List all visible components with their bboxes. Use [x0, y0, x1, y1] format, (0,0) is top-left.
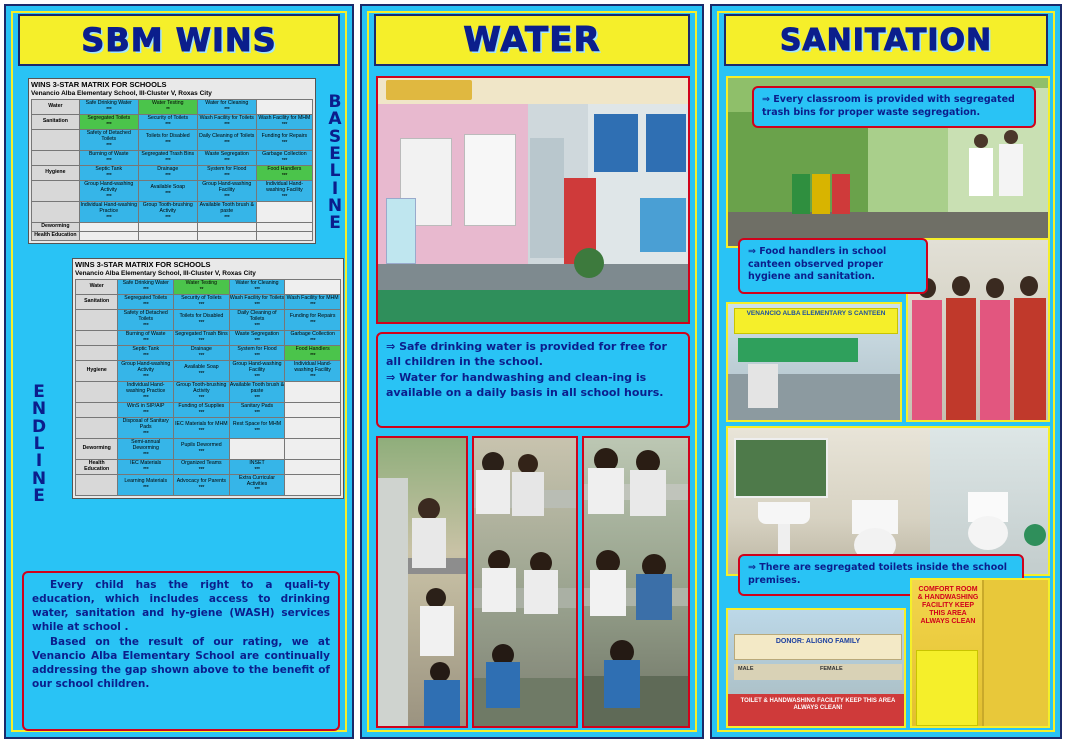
statement-line-1: Every child has the right to a quali-ty education, which includes access to drinking water, sanitation and hy-giene (WASH) services while at school .: [32, 579, 330, 633]
matrix-cell: Learning Materials ***: [118, 474, 174, 495]
matrix-cell: Safety of Detached Toilets ***: [118, 310, 174, 331]
matrix-cell: [285, 382, 341, 403]
matrix-cell: Drainage ***: [138, 166, 197, 181]
matrix-cell: [256, 100, 312, 115]
matrix-cell-stars: ***: [143, 466, 149, 473]
matrix-row: [76, 331, 341, 346]
matrix-cell-stars: ***: [224, 214, 230, 221]
matrix-cell: Garbage Collection ***: [256, 151, 312, 166]
matrix-cell: Food Handlers ***: [285, 346, 341, 361]
matrix-cell-stars: ***: [106, 193, 112, 200]
matrix-cell: Safety of Detached Toilets ***: [79, 130, 138, 151]
matrix-cell-stars: ***: [254, 466, 260, 473]
matrix-cell-stars: ***: [281, 157, 288, 164]
matrix-cell: Available Tooth brush & paste ***: [229, 382, 285, 401]
matrix-cell: [138, 231, 197, 240]
matrix-cell: Burning of Waste ***: [79, 151, 138, 166]
matrix-cell-stars: ***: [165, 157, 171, 164]
matrix-cell: Group Hand-washing Facility ***: [229, 361, 285, 382]
baseline-matrix-table: [31, 99, 313, 241]
matrix-cell: [138, 222, 197, 231]
matrix-cell-stars: ***: [224, 157, 230, 164]
matrix-row: [32, 130, 313, 151]
label-endline: E N D L I N E: [31, 382, 47, 506]
sanitation-callout-3-text: ⇒ There are segregated toilets inside the school premises.: [748, 562, 1008, 586]
matrix-cell-stars: ***: [165, 139, 171, 146]
matrix-cell: Security of Toilets ***: [174, 295, 230, 310]
matrix-cell-stars: ***: [309, 319, 316, 326]
toilet-handwashing-caption: TOILET & HANDWASHING FACILITY KEEP THIS AREA ALWAYS CLEAN!: [740, 698, 896, 711]
matrix-row-label: [32, 181, 80, 202]
matrix-cell: Safe Drinking Water ***: [79, 100, 138, 115]
label-baseline: B A S E L I N E: [327, 92, 343, 234]
matrix-row-label: Sanitation: [32, 115, 80, 130]
matrix-row-label: [76, 346, 118, 361]
matrix-cell: INSET ***: [229, 459, 285, 474]
matrix-cell: Safe Drinking Water ***: [118, 280, 174, 295]
matrix-row: [32, 151, 313, 166]
matrix-cell: Group Tooth-brushing Activity ***: [174, 382, 230, 403]
matrix-cell: Food Handlers ***: [256, 166, 312, 181]
matrix-row: [32, 100, 313, 115]
matrix-cell: Funding for Repairs ***: [285, 310, 341, 331]
matrix-cell-stars: ***: [106, 121, 112, 128]
matrix-cell-stars: ***: [143, 409, 149, 416]
matrix-cell: Group Tooth-brushing Activity ***: [138, 202, 197, 223]
matrix-cell-stars: ***: [198, 370, 205, 377]
matrix-cell: Segregated Toilets ***: [79, 115, 138, 130]
matrix-row-label: Water: [76, 280, 118, 295]
matrix-cell-stars: ***: [254, 286, 260, 293]
matrix-cell-stars: ***: [254, 352, 260, 359]
matrix-cell: Segregated Trash Bins ***: [174, 331, 228, 344]
matrix-cell-stars: ***: [309, 373, 316, 380]
canteen-signboard-caption: VENANCIO ALBA ELEMENTARY S CANTEEN: [746, 310, 886, 317]
baseline-matrix-subtitle: Venancio Alba Elementary School, III-Cluster V, Roxas City: [31, 89, 212, 97]
matrix-cell: Septic Tank ***: [79, 166, 138, 181]
matrix-row-label: Hygiene: [32, 166, 80, 181]
matrix-cell-stars: ***: [198, 319, 205, 326]
water-callout-line-1: ⇒ Safe drinking water is provided for free for all children in the school.: [386, 340, 667, 368]
matrix-cell: Individual Hand-washing Practice ***: [80, 202, 138, 221]
banner-water: [374, 14, 690, 66]
endline-matrix-table: [75, 279, 341, 496]
matrix-row: [76, 295, 341, 310]
matrix-cell: Available Soap ***: [174, 361, 230, 382]
matrix-row-label: Water: [32, 100, 80, 115]
matrix-cell: Group Hand-washing Activity ***: [79, 181, 138, 202]
matrix-cell: Security of Toilets ***: [138, 115, 197, 130]
matrix-cell-stars: ***: [198, 448, 205, 455]
matrix-cell-stars: ***: [198, 409, 205, 416]
matrix-row-label: Sanitation: [76, 295, 118, 310]
matrix-cell-stars: ***: [198, 394, 205, 401]
matrix-cell: [79, 231, 138, 240]
matrix-cell-stars: ***: [309, 352, 316, 359]
pupils-handwashing-trough-photo: [472, 436, 578, 728]
matrix-cell: Wash Facility for Toilets ***: [229, 295, 285, 308]
matrix-cell: Toilets for Disabled ***: [138, 130, 197, 151]
matrix-cell: Available Soap ***: [138, 181, 197, 202]
matrix-row-label: [76, 331, 118, 346]
matrix-cell: [256, 222, 312, 231]
matrix-cell-stars: ***: [106, 142, 112, 149]
matrix-cell-stars: ***: [254, 337, 260, 344]
matrix-cell-stars: ***: [165, 214, 171, 221]
banner-sanitation-text: SANITATION: [779, 22, 993, 58]
matrix-cell: [79, 222, 138, 231]
matrix-cell-stars: ***: [143, 322, 149, 329]
matrix-cell-stars: ***: [198, 466, 205, 473]
matrix-cell: [285, 280, 341, 295]
matrix-row: [76, 459, 341, 474]
matrix-cell: System for Flood ***: [229, 346, 285, 361]
matrix-row-label: Deworming: [32, 222, 80, 231]
matrix-row-label: [32, 151, 80, 166]
matrix-cell: Segregated Toilets ***: [118, 295, 174, 310]
matrix-cell-stars: ***: [198, 352, 205, 359]
matrix-cell: Advocacy for Parents ***: [174, 474, 230, 495]
matrix-cell: Individual Hand-washing Practice ***: [118, 382, 174, 403]
matrix-cell-stars: ***: [143, 430, 149, 437]
matrix-cell: Wash Facility for Toilets ***: [197, 115, 256, 130]
matrix-cell: [285, 474, 341, 495]
matrix-cell-stars: ***: [143, 451, 149, 458]
matrix-row-label: [32, 130, 80, 151]
matrix-cell-stars: ***: [224, 193, 230, 200]
matrix-cell: Individual Hand-washing Facility ***: [256, 181, 312, 202]
matrix-row: [32, 202, 313, 223]
water-callout: [376, 332, 690, 428]
matrix-cell: Semi-annual Deworming ***: [118, 438, 174, 459]
matrix-cell: Group Hand-washing Activity ***: [118, 361, 174, 382]
matrix-cell-stars: ***: [309, 337, 316, 344]
water-station-photo: [376, 76, 690, 324]
matrix-cell-stars: ***: [254, 409, 260, 416]
sanitation-callout-2: [738, 238, 928, 294]
matrix-cell: [285, 418, 341, 439]
matrix-cell: Wash Facility for MHM ***: [286, 295, 339, 308]
matrix-cell: [285, 459, 341, 474]
matrix-cell-stars: ***: [165, 190, 171, 197]
matrix-cell-stars: ***: [106, 172, 112, 179]
statement-line-2: Based on the result of our rating, we at Venancio Alba Elementary School are continually addressing the gap shown above to the benefit of our school children.: [32, 636, 330, 691]
matrix-cell-stars: ***: [224, 106, 230, 113]
matrix-cell: Daily Cleaning of Toilets ***: [197, 130, 256, 151]
donor-signboard-photo: [726, 608, 906, 728]
matrix-cell-stars: ***: [281, 172, 288, 179]
matrix-row-label: [76, 310, 118, 331]
matrix-row-label: Hygiene: [76, 361, 118, 382]
matrix-cell: [197, 231, 256, 240]
matrix-cell-stars: ***: [281, 121, 288, 128]
matrix-cell-stars: ***: [106, 157, 112, 164]
matrix-cell-stars: ***: [224, 139, 230, 146]
matrix-cell-stars: ***: [106, 106, 112, 113]
matrix-row: [76, 438, 341, 459]
matrix-cell: Funding of Supplies ***: [174, 402, 230, 417]
matrix-row: [76, 361, 341, 382]
banner-sbm-wins: [18, 14, 340, 66]
matrix-cell: [256, 202, 312, 223]
statement-callout: [22, 571, 340, 731]
matrix-cell-stars: ***: [254, 322, 260, 329]
matrix-row-label: Health Education: [76, 459, 118, 474]
matrix-cell: WinS in SIP/AIP ***: [118, 402, 174, 417]
matrix-cell: Pupils Dewormed ***: [174, 438, 230, 459]
matrix-cell: Drainage ***: [174, 346, 230, 361]
matrix-cell-stars: ***: [254, 301, 260, 308]
matrix-cell-stars: ***: [224, 121, 230, 128]
matrix-cell-stars: ***: [106, 214, 112, 221]
sign-label-female: FEMALE: [820, 666, 843, 672]
matrix-cell: Waste Segregation ***: [229, 331, 285, 346]
matrix-cell: Sanitary Pads ***: [229, 402, 285, 417]
pupils-handwashing-line-photo: [376, 436, 468, 728]
baseline-matrix: [28, 78, 316, 244]
matrix-cell: [197, 222, 256, 231]
matrix-cell-stars: ***: [224, 172, 230, 179]
matrix-cell: Disposal of Sanitary Pads ***: [118, 418, 174, 439]
baseline-matrix-title: WINS 3-STAR MATRIX FOR SCHOOLS: [31, 80, 167, 89]
banner-water-text: WATER: [463, 20, 601, 60]
matrix-row: [32, 181, 313, 202]
endline-matrix: [72, 258, 344, 499]
matrix-cell-stars: ***: [198, 484, 205, 491]
banner-sbm-wins-text: SBM WINS: [81, 21, 277, 59]
matrix-cell: Individual Hand-washing Facility ***: [285, 361, 341, 382]
comfort-room-door-photo: [910, 578, 1050, 728]
matrix-cell: Funding for Repairs ***: [256, 130, 312, 151]
matrix-row: [32, 115, 313, 130]
matrix-cell-stars: **: [199, 286, 204, 293]
matrix-cell-stars: ***: [143, 373, 149, 380]
matrix-cell-stars: ***: [143, 352, 149, 359]
panel-sanitation: [710, 4, 1062, 739]
banner-sanitation: [724, 14, 1048, 66]
matrix-row: [32, 231, 313, 240]
matrix-cell: Extra Curricular Activities ***: [229, 474, 285, 495]
matrix-cell-stars: ***: [143, 286, 149, 293]
matrix-cell: Water for Cleaning ***: [229, 280, 285, 295]
matrix-cell: Available Tooth brush & paste ***: [197, 202, 256, 223]
matrix-row-label: Health Education: [32, 231, 80, 240]
sign-label-male: MALE: [738, 666, 754, 672]
matrix-cell-stars: ***: [254, 373, 260, 380]
matrix-cell-stars: ***: [165, 172, 171, 179]
matrix-cell-stars: ***: [254, 487, 260, 494]
matrix-cell-stars: ***: [309, 301, 316, 308]
matrix-cell: Toilets for Disabled ***: [174, 310, 230, 331]
matrix-row: [32, 166, 313, 181]
matrix-row: [32, 222, 313, 231]
matrix-cell-stars: ***: [254, 427, 260, 434]
matrix-cell: Group Hand-washing Facility ***: [197, 181, 256, 202]
matrix-cell: Wash Facility for MHM ***: [256, 115, 312, 130]
matrix-cell: Water Testing **: [174, 280, 230, 295]
matrix-cell: [285, 438, 341, 459]
donor-signboard-caption: DONOR: ALIGNO FAMILY: [775, 638, 861, 645]
matrix-cell: [229, 438, 285, 459]
matrix-cell-stars: **: [165, 106, 170, 113]
matrix-cell-stars: ***: [143, 394, 149, 401]
matrix-cell-stars: ***: [198, 427, 205, 434]
matrix-cell: Burning of Waste ***: [118, 331, 174, 346]
matrix-cell-stars: ***: [281, 139, 288, 146]
matrix-row-label: [76, 474, 118, 495]
boy-drinking-faucet-photo: [582, 436, 690, 728]
matrix-cell: [285, 402, 341, 417]
matrix-cell-stars: ***: [143, 484, 149, 491]
endline-matrix-title: WINS 3-STAR MATRIX FOR SCHOOLS: [75, 260, 211, 269]
matrix-cell-stars: ***: [254, 394, 260, 401]
matrix-cell: Garbage Collection ***: [285, 331, 341, 346]
matrix-cell-stars: ***: [198, 337, 205, 344]
panel-sbm-wins: [4, 4, 354, 739]
matrix-row: [76, 474, 341, 495]
endline-matrix-subtitle: Venancio Alba Elementary School, III-Cluster V, Roxas City: [75, 269, 256, 277]
matrix-row: [76, 310, 341, 331]
matrix-cell-stars: ***: [165, 121, 171, 128]
matrix-row-label: [76, 418, 118, 439]
matrix-cell: Water for Cleaning ***: [197, 100, 256, 115]
matrix-row-label: [76, 402, 118, 417]
sanitation-callout-1: [752, 86, 1036, 128]
panel-water: [360, 4, 704, 739]
matrix-row: [76, 382, 341, 403]
matrix-cell: Rest Space for MHM ***: [229, 418, 285, 439]
matrix-cell-stars: ***: [198, 301, 205, 308]
matrix-cell: Waste Segregation ***: [197, 151, 256, 166]
matrix-cell: IEC Materials for MHM ***: [174, 418, 230, 439]
comfort-room-door-caption: COMFORT ROOM & HANDWASHING FACILITY KEEP THIS AREA ALWAYS CLEAN: [917, 586, 979, 626]
matrix-row-label: [76, 382, 118, 403]
matrix-row: [76, 402, 341, 417]
matrix-cell: Segregated Trash Bins ***: [138, 151, 197, 166]
matrix-cell: Water Testing **: [138, 100, 197, 115]
matrix-cell-stars: ***: [143, 337, 149, 344]
water-callout-line-2: ⇒ Water for handwashing and clean-ing is available on a daily basis in all school hours.: [386, 371, 664, 399]
matrix-cell: [256, 231, 312, 240]
matrix-cell-stars: ***: [143, 301, 149, 308]
canteen-signboard-photo: [726, 302, 902, 422]
matrix-cell-stars: ***: [281, 193, 288, 200]
matrix-cell: System for Flood ***: [197, 166, 256, 181]
matrix-row-label: Deworming: [76, 438, 118, 459]
matrix-cell: IEC Materials ***: [118, 459, 174, 474]
matrix-row-label: [32, 202, 80, 223]
matrix-cell: Septic Tank ***: [118, 346, 174, 361]
matrix-row: [76, 418, 341, 439]
matrix-cell: Organized Teams ***: [174, 459, 230, 474]
sanitation-callout-2-text: ⇒ Food handlers in school canteen observed proper hygiene and sanitation.: [748, 246, 887, 283]
matrix-row: [76, 280, 341, 295]
sanitation-callout-1-text: ⇒ Every classroom is provided with segregated trash bins for proper waste segregation.: [762, 94, 1015, 118]
matrix-cell: Daily Cleaning of Toilets ***: [229, 310, 285, 331]
matrix-row: [76, 346, 341, 361]
